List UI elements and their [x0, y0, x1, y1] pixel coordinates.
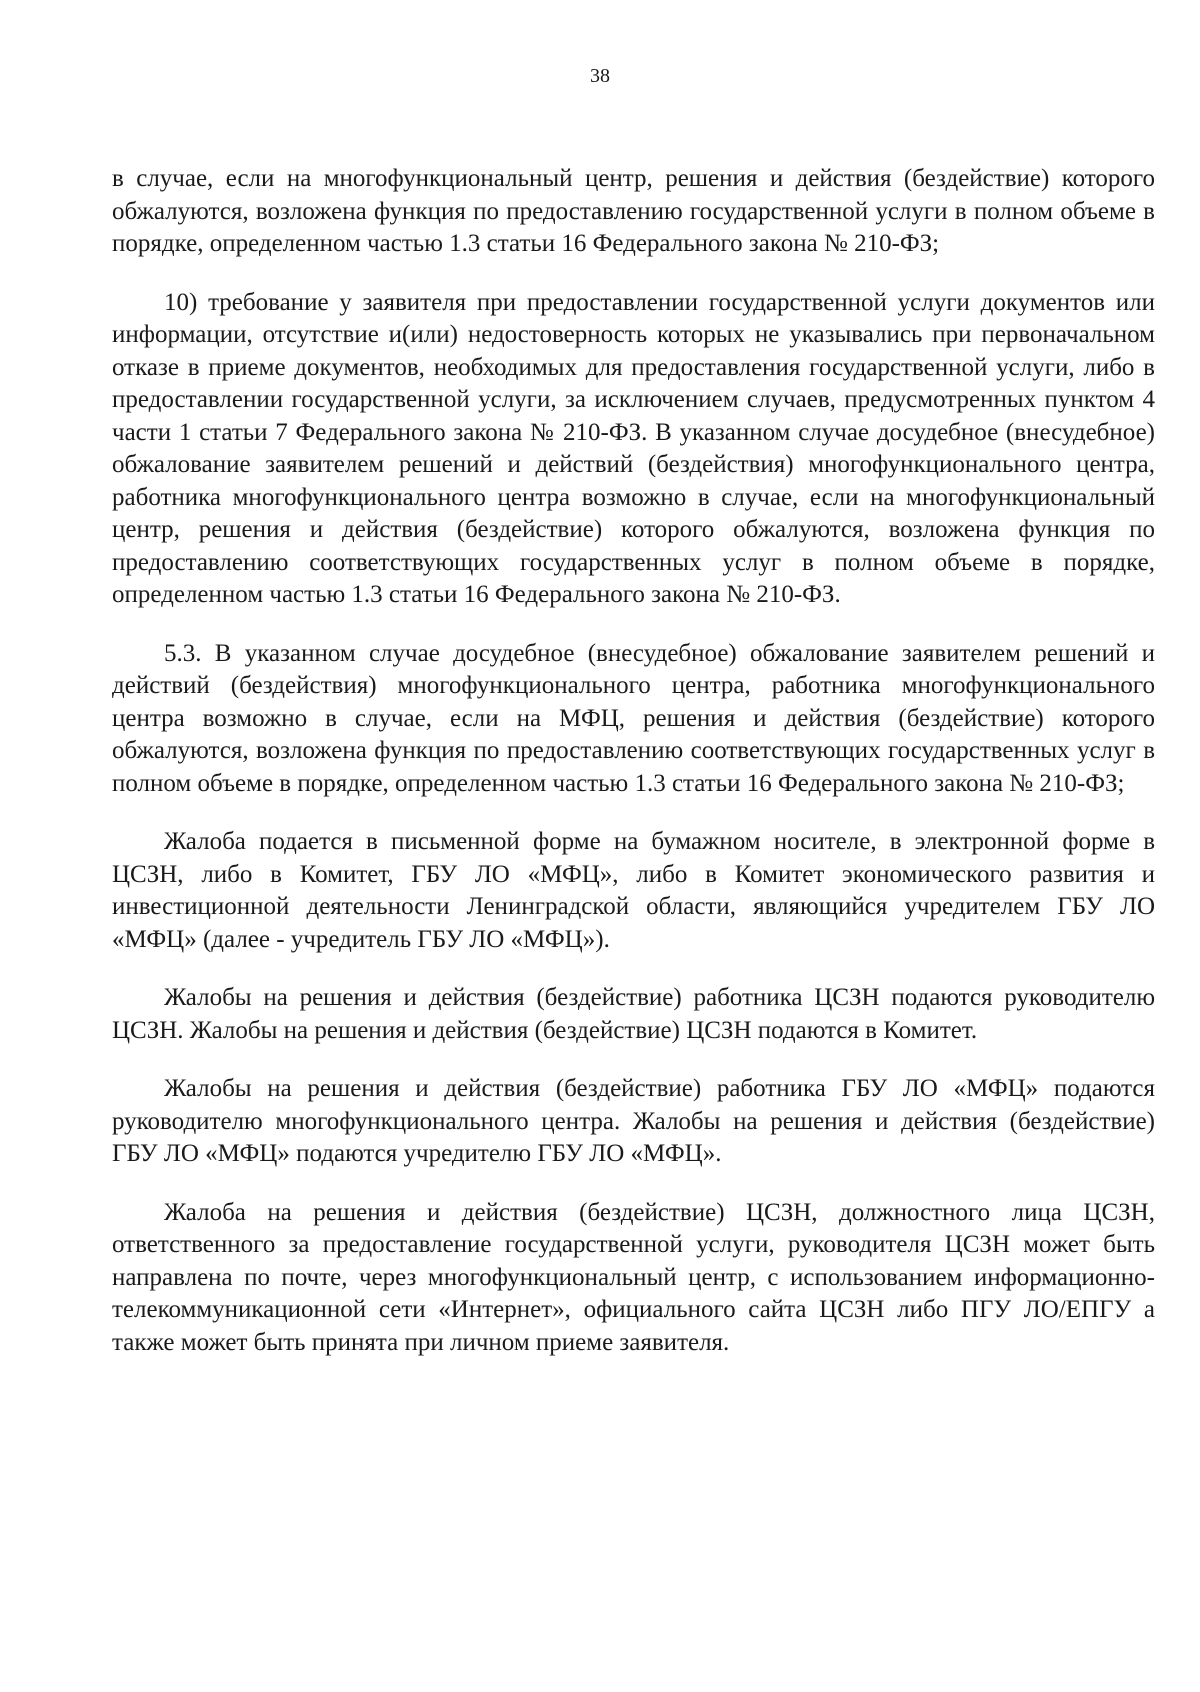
page-number: 38 — [590, 65, 610, 87]
paragraph-1: в случае, если на многофункциональный центр, решения и действия (бездействие) которого обжалуются, возложена функция по предоставлению государственной услуги в полном объеме в порядке, определенном частью 1.3 статьи 16 Федерального закона № 210-ФЗ; — [112, 165, 1155, 257]
document-body — [112, 163, 1155, 1385]
paragraph-2: 10) требование у заявителя при предоставлении государственной услуги документов или информации, отсутствие и(или) недостоверность которых не указывались при первоначальном отказе в приеме документов, необходимых для предоставления государственной услуги, либо в предоставлении государственной услуги, за исключением случаев, предусмотренных пунктом 4 части 1 статьи 7 Федерального закона № 210-ФЗ. В указанном случае досудебное (внесудебное) обжалование заявителем решений и действий (бездействия) многофункционального центра, работника многофункционального центра возможно в случае, если на многофункциональный центр, решения и действия (бездействие) которого обжалуются, возложена функция по предоставлению соответствующих государственных услуг в полном объеме в порядке, определенном частью 1.3 статьи 16 Федерального закона № 210-ФЗ. — [112, 288, 1155, 608]
paragraph-7: Жалоба на решения и действия (бездействие) ЦСЗН, должностного лица ЦСЗН, ответственного за предоставление государственной услуги, руководителя ЦСЗН может быть направлена по почте, через многофункциональный центр, с использованием информационно-телекоммуникационной сети «Интернет», официального сайта ЦСЗН либо ПГУ ЛО/ЕПГУ а также может быть принята при личном приеме заявителя. — [112, 1198, 1155, 1356]
paragraph-3: 5.3. В указанном случае досудебное (внесудебное) обжалование заявителем решений и действий (бездействия) многофункционального центра, работника многофункционального центра возможно в случае, если на МФЦ, решения и действия (бездействие) которого обжалуются, возложена функция по предоставлению соответствующих государственных услуг в полном объеме в порядке, определенном частью 1.3 статьи 16 Федерального закона № 210-ФЗ; — [112, 639, 1155, 797]
paragraph-4: Жалоба подается в письменной форме на бумажном носителе, в электронной форме в ЦСЗН, либо в Комитет, ГБУ ЛО «МФЦ», либо в Комитет экономического развития и инвестиционной деятельности Ленинградской области, являющийся учредителем ГБУ ЛО «МФЦ» (далее - учредитель ГБУ ЛО «МФЦ»). — [112, 828, 1155, 953]
paragraph-5: Жалобы на решения и действия (бездействие) работника ЦСЗН подаются руководителю ЦСЗН. Жалобы на решения и действия (бездействие) ЦСЗН подаются в Комитет. — [112, 984, 1155, 1044]
paragraph-6: Жалобы на решения и действия (бездействие) работника ГБУ ЛО «МФЦ» подаются руководителю многофункционального центра. Жалобы на решения и действия (бездействие) ГБУ ЛО «МФЦ» подаются учредителю ГБУ ЛО «МФЦ». — [112, 1075, 1155, 1167]
